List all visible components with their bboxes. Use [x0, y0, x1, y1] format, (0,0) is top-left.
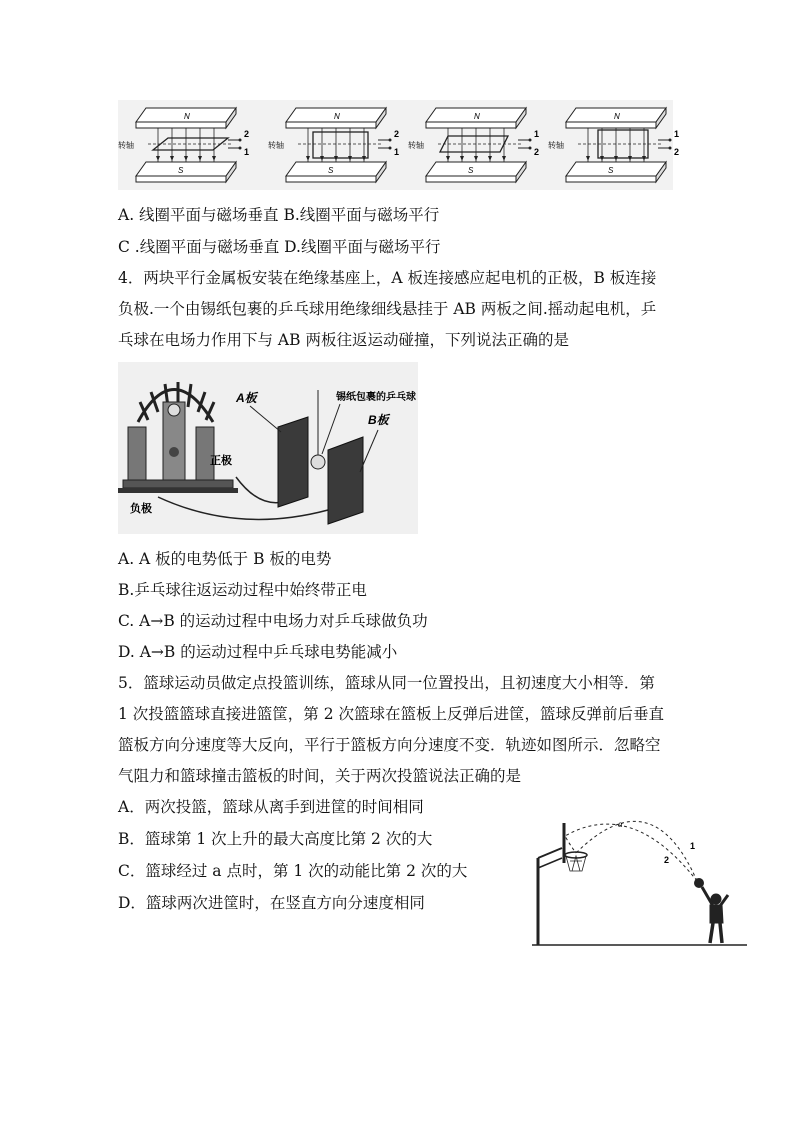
- q5-option-a: A．两次投篮，篮球从离手到进筐的时间相同: [118, 798, 424, 816]
- plate-b: [328, 437, 363, 524]
- electrostatic-machine-figure: [118, 362, 418, 534]
- negative-pole-label: 负极: [130, 503, 152, 515]
- q5-option-c: C．篮球经过 a 点时，第 1 次的动能比第 2 次的大: [118, 862, 468, 880]
- terminal-lower-label: 1: [244, 147, 250, 157]
- terminal-lower-label: 1: [394, 147, 400, 157]
- basketball-trajectory-figure: [532, 803, 747, 948]
- player-icon: [702, 887, 728, 943]
- q3-option-a-b: A. 线圈平面与磁场垂直 B.线圈平面与磁场平行: [118, 206, 440, 224]
- path-1-label: 1: [690, 841, 696, 851]
- terminal-upper-label: 2: [244, 129, 250, 139]
- basketball: [694, 878, 704, 888]
- q4-stem-line1: 4．两块平行金属板安装在绝缘基座上，A 板连接感应起电机的正极，B 板连接: [118, 269, 657, 287]
- terminal-upper-label: 1: [674, 129, 680, 139]
- q5-option-d: D．篮球两次进筐时，在竖直方向分速度相同: [118, 894, 425, 912]
- plate-b-label: B板: [368, 413, 389, 427]
- q5-option-b: B．篮球第 1 次上升的最大高度比第 2 次的大: [118, 830, 433, 848]
- coil-magnet-figure: [118, 100, 680, 190]
- point-a-label: α: [618, 820, 623, 829]
- positive-pole-label: 正极: [210, 455, 232, 467]
- north-pole-label: N: [474, 112, 480, 121]
- q4-option-a: A. A 板的电势低于 B 板的电势: [118, 550, 332, 568]
- path-2-label: 2: [664, 855, 670, 865]
- rotation-axis-label: 转轴: [548, 141, 564, 150]
- q3-option-c-d: C .线圈平面与磁场垂直 D.线圈平面与磁场平行: [118, 238, 441, 256]
- q4-option-d: D. A→B 的运动过程中乒乓球电势能减小: [118, 643, 398, 661]
- plate-a: [278, 417, 308, 507]
- terminal-lower-label: 2: [674, 147, 680, 157]
- q5-stem-line4: 气阻力和篮球撞击篮板的时间，关于两次投篮说法正确的是: [118, 767, 522, 785]
- south-pole-label: S: [608, 166, 614, 175]
- north-pole-label: N: [184, 112, 190, 121]
- q4-option-b: B.乒乓球往返运动过程中始终带正电: [118, 581, 367, 599]
- q4-stem-line3: 乓球在电场力作用下与 AB 两板往返运动碰撞，下列说法正确的是: [118, 331, 569, 349]
- rotation-axis-label: 转轴: [268, 141, 284, 150]
- ping-pong-ball: [311, 455, 325, 469]
- north-pole-label: N: [334, 112, 340, 121]
- north-pole-label: N: [614, 112, 620, 121]
- south-pole-label: S: [468, 166, 474, 175]
- q4-option-c: C. A→B 的运动过程中电场力对乒乓球做负功: [118, 612, 428, 630]
- q5-stem-line2: 1 次投篮篮球直接进篮筐，第 2 次篮球在篮板上反弹后进筐，篮球反弹前后垂直: [118, 705, 665, 723]
- terminal-upper-label: 1: [534, 129, 540, 139]
- south-pole-label: S: [178, 166, 184, 175]
- terminal-lower-label: 2: [534, 147, 540, 157]
- plate-a-label: A板: [236, 391, 257, 405]
- rotation-axis-label: 转轴: [408, 141, 424, 150]
- q5-stem-line3: 篮板方向分速度等大反向，平行于篮板方向分速度不变．轨迹如图所示．忽略空: [118, 736, 661, 754]
- terminal-upper-label: 2: [394, 129, 400, 139]
- q5-stem-line1: 5．篮球运动员做定点投篮训练，篮球从同一位置投出，且初速度大小相等．第: [118, 674, 655, 692]
- south-pole-label: S: [328, 166, 334, 175]
- q4-stem-line2: 负极.一个由锡纸包裹的乒乓球用绝缘细线悬挂于 AB 两板之间.摇动起电机，乒: [118, 300, 657, 318]
- ball-label: 锡纸包裹的乒乓球: [336, 392, 416, 403]
- rotation-axis-label: 转轴: [118, 141, 134, 150]
